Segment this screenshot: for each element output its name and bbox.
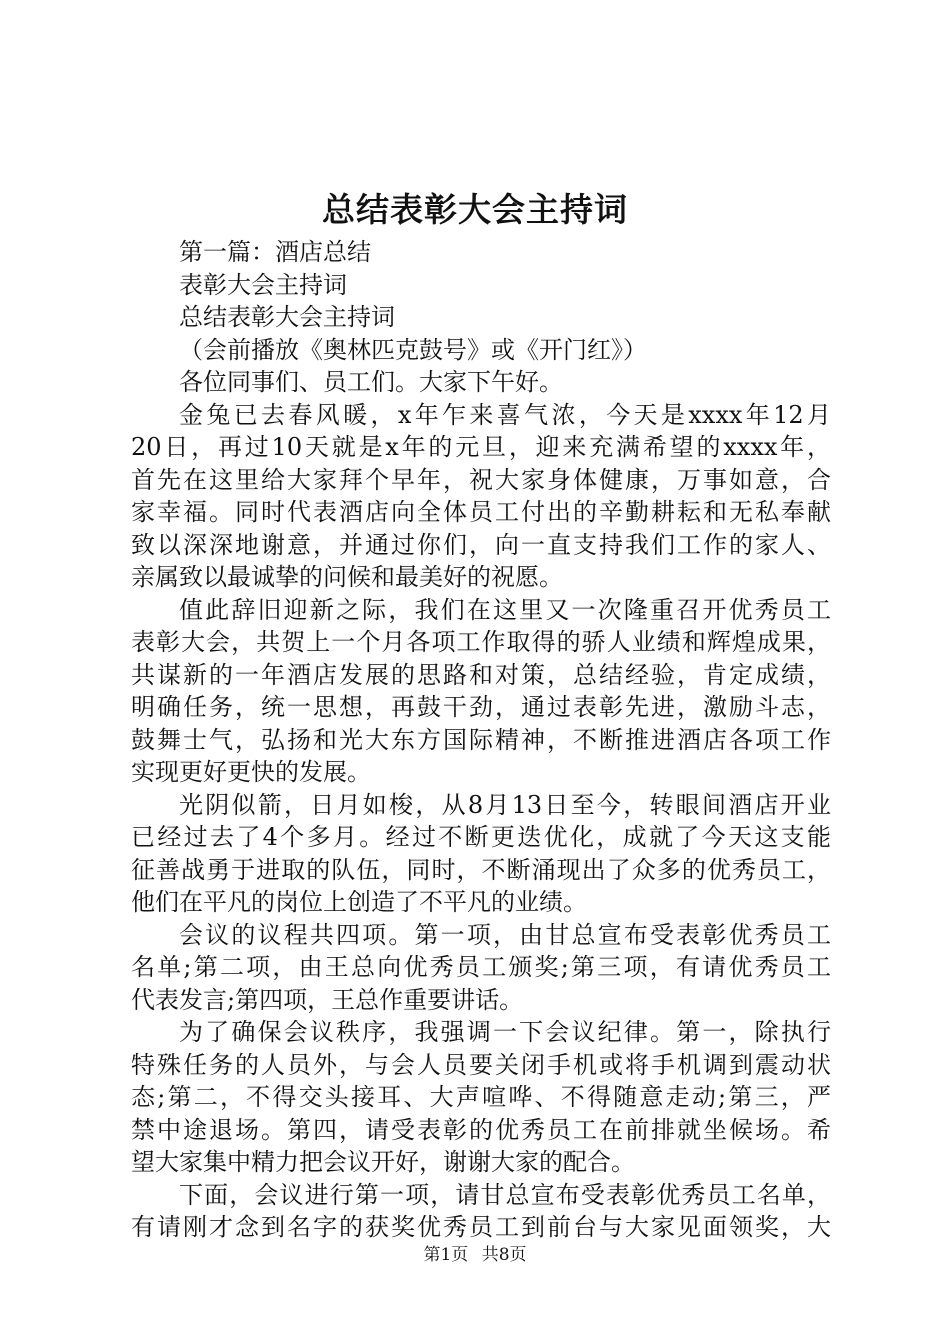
text-line: 名单;第二项，由王总向优秀员工颁奖;第三项，有请优秀员工	[131, 953, 831, 981]
text-line: 已经过去了4个多月。经过不断更迭优化，成就了今天这支能	[131, 823, 831, 851]
text-line: 望大家集中精力把会议开好，谢谢大家的配合。	[131, 1148, 635, 1176]
text-line: 实现更好更快的发展。	[131, 758, 371, 786]
text-line: 光阴似箭，日月如梭，从8月13日至今，转眼间酒店开业	[179, 790, 831, 819]
text-line: 下面，会议进行第一项，请甘总宣布受表彰优秀员工名单，	[179, 1180, 831, 1209]
text-line: 家幸福。同时代表酒店向全体员工付出的辛勤耕耘和无私奉献	[131, 498, 831, 526]
text-line: 明确任务，统一思想，再鼓干劲，通过表彰先进，激励斗志，	[131, 693, 831, 721]
text-line: 各位同事们、员工们。大家下午好。	[179, 368, 563, 396]
text-line: 值此辞旧迎新之际，我们在这里又一次隆重召开优秀员工	[179, 595, 831, 624]
text-line: （会前播放《奥林匹克鼓号》或《开门红》）	[179, 335, 647, 364]
text-line: 会议的议程共四项。第一项，由甘总宣布受表彰优秀员工	[179, 920, 831, 949]
page-total: 共8页	[481, 1245, 527, 1265]
text-line: 致以深深地谢意，并通过你们，向一直支持我们工作的家人、	[131, 530, 831, 559]
text-line: 特殊任务的人员外，与会人员要关闭手机或将手机调到震动状	[131, 1050, 831, 1079]
text-line: 有请刚才念到名字的获奖优秀员工到前台与大家见面领奖，大	[131, 1213, 831, 1241]
page-number: 第1页	[423, 1245, 469, 1265]
text-line: 20日，再过10天就是x年的元旦，迎来充满希望的xxxx年，	[131, 433, 831, 461]
document-body	[131, 236, 831, 1244]
text-line: 亲属致以最诚挚的问候和最美好的祝愿。	[131, 563, 563, 591]
text-line: 金兔已去春风暖，x年乍来喜气浓，今天是xxxx年12月	[179, 400, 831, 429]
text-line: 禁中途退场。第四，请受表彰的优秀员工在前排就坐候场。希	[131, 1115, 831, 1144]
text-line: 他们在平凡的岗位上创造了不平凡的业绩。	[131, 888, 587, 916]
text-line: 态;第二，不得交头接耳、大声喧哗、不得随意走动;第三，严	[131, 1083, 831, 1111]
text-line: 表彰大会主持词	[179, 270, 347, 299]
text-line: 为了确保会议秩序，我强调一下会议纪律。第一，除执行	[179, 1018, 831, 1046]
text-line: 鼓舞士气，弘扬和光大东方国际精神，不断推进酒店各项工作	[131, 725, 831, 754]
text-line: 表彰大会，共贺上一个月各项工作取得的骄人业绩和辉煌成果，	[131, 628, 831, 656]
page-footer	[0, 1244, 950, 1266]
text-line: 代表发言;第四项，王总作重要讲话。	[131, 985, 524, 1014]
text-line: 征善战勇于进取的队伍，同时，不断涌现出了众多的优秀员工，	[131, 855, 831, 884]
text-line: 总结表彰大会主持词	[179, 303, 395, 331]
text-line: 共谋新的一年酒店发展的思路和对策，总结经验，肯定成绩，	[131, 660, 831, 689]
document-title: 总结表彰大会主持词	[322, 190, 628, 229]
text-line: 第一篇：酒店总结	[179, 238, 371, 266]
text-line: 首先在这里给大家拜个早年，祝大家身体健康，万事如意，合	[131, 465, 831, 494]
